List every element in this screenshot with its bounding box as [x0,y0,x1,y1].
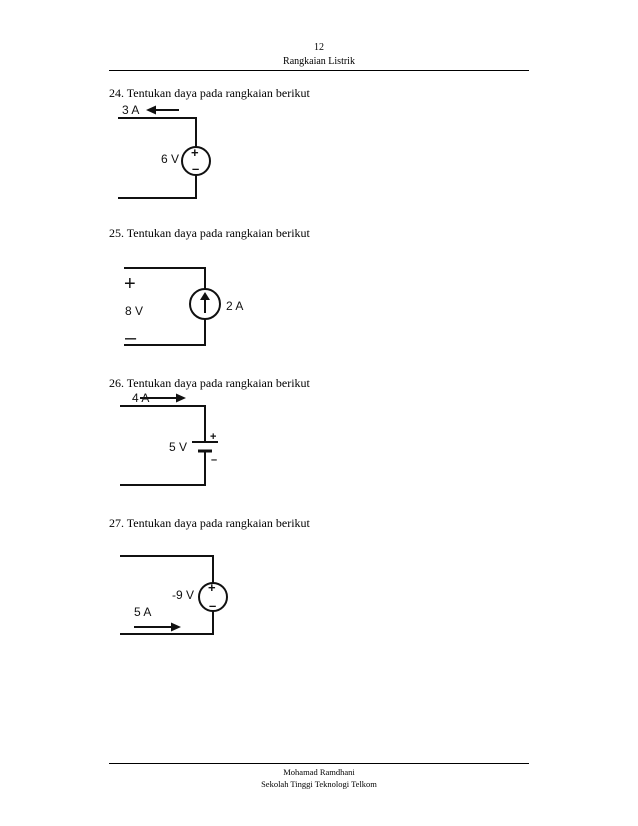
circuit-26 [112,388,232,488]
plus-sign: + [124,273,136,295]
wire-top [118,118,196,147]
current-label: 3 A [122,103,140,117]
voltage-label: 8 V [125,304,144,318]
minus-sign: – [192,161,200,176]
wire-top [124,268,205,289]
current-arrow-head [176,394,186,403]
plus-sign: + [191,145,199,160]
plus-sign: + [210,431,217,443]
minus-sign: – [211,454,218,466]
current-arrow-head [171,623,181,632]
header-rule [109,70,529,71]
page-number: 12 [314,42,324,53]
wire-top [120,406,205,442]
minus-sign: – [209,598,217,613]
voltage-label: -9 V [172,588,195,602]
voltage-label: 5 V [169,440,188,454]
footer-rule [109,763,529,764]
current-label: 2 A [226,299,244,313]
wire-bottom [124,319,205,345]
problem-24-text: 24. Tentukan daya pada rangkaian berikut [109,86,310,100]
wire-bottom [118,175,196,198]
problem-27-text: 27. Tentukan daya pada rangkaian berikut [109,516,310,530]
wire-bottom [120,451,205,485]
plus-sign: + [208,580,216,595]
problem-26-text: 26. Tentukan daya pada rangkaian berikut [109,376,310,390]
footer-author: Mohamad Ramdhani [283,767,355,777]
current-label: 5 A [134,605,152,619]
header-title: Rangkaian Listrik [283,56,355,67]
current-label: 4 A [132,391,150,405]
circuit-27 [112,550,242,650]
minus-sign: – [125,327,137,349]
current-arrow-head [146,106,156,115]
problem-25-text: 25. Tentukan daya pada rangkaian berikut [109,226,310,240]
circuit-25 [112,256,262,356]
footer-institution: Sekolah Tinggi Teknologi Telkom [261,779,377,789]
voltage-label: 6 V [161,152,180,166]
wire-top [120,556,213,583]
current-source-arrow-head [200,292,210,300]
circuit-24 [112,100,232,200]
